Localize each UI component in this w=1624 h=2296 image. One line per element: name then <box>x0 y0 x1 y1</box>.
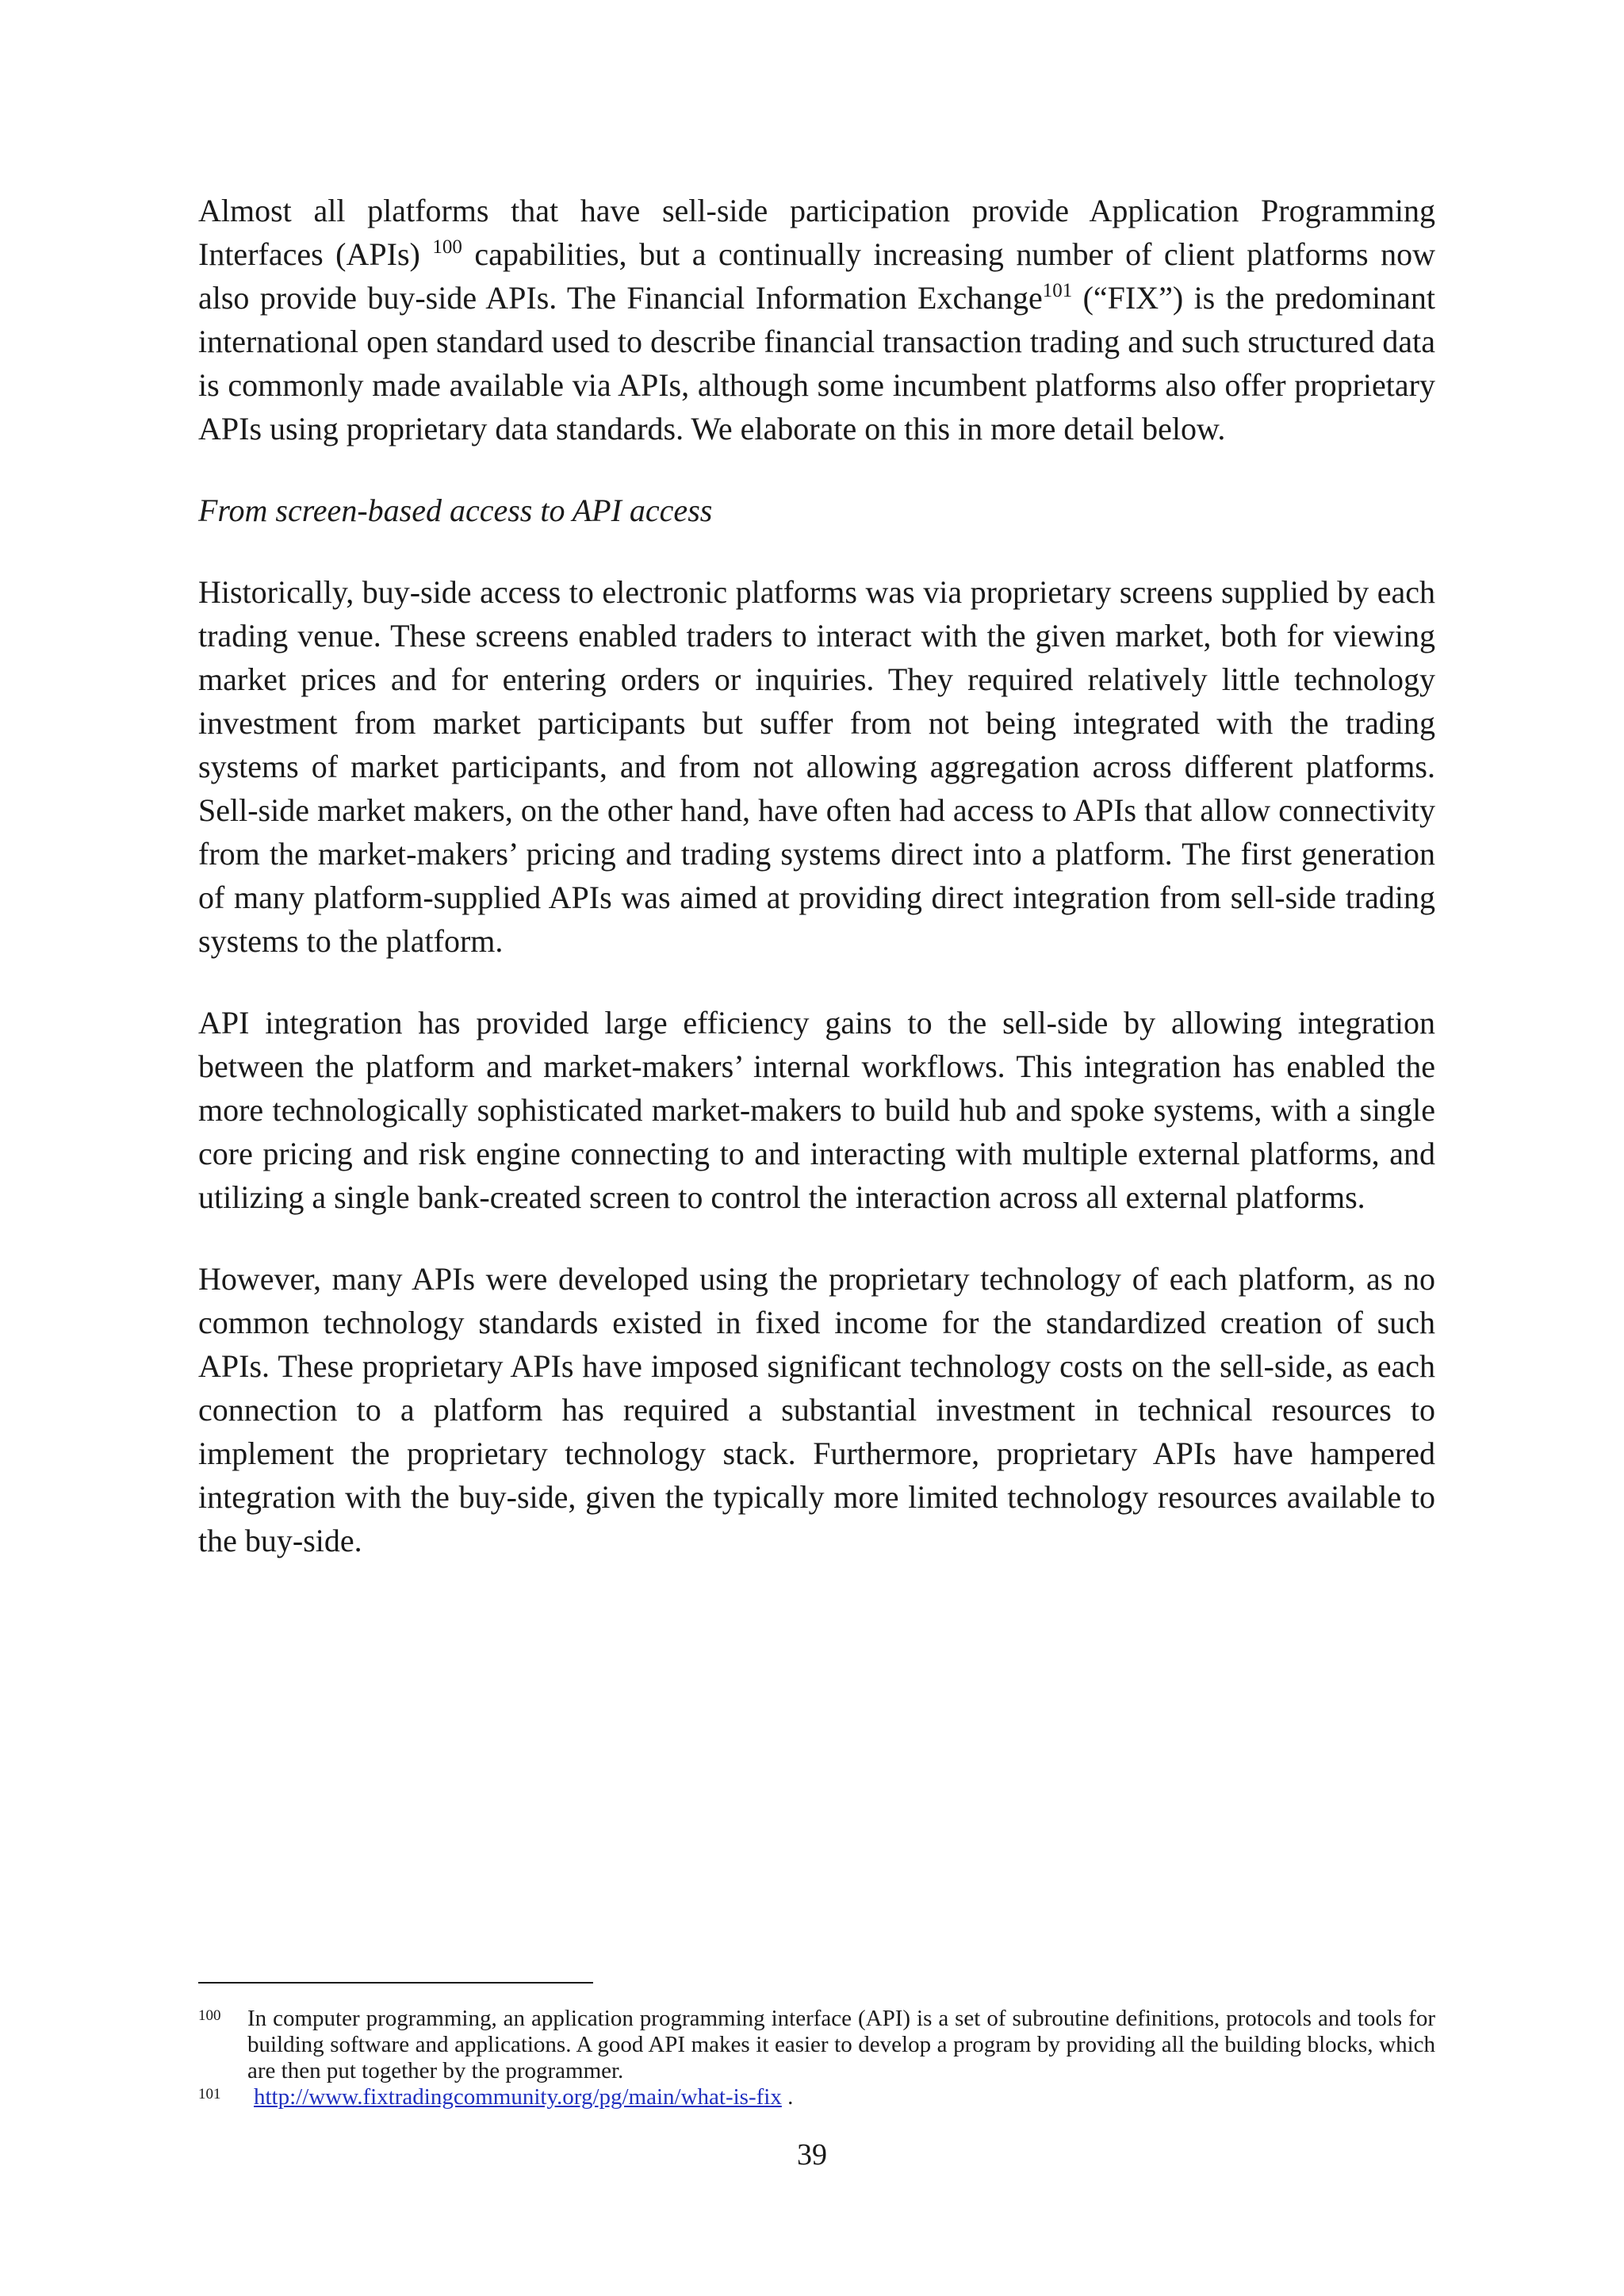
footnotes <box>198 1982 1435 2110</box>
paragraph-proprietary-apis: However, many APIs were developed using the proprietary technology of each platform, as no common technology standards existed in fixed income for the standardized creation of such APIs. These proprietary APIs have imposed significant technology costs on the sell-side, as each connection to a platform has required a substantial investment in technical resources to implement the proprietary technology stack. Furthermore, proprietary APIs have hampered integration with the buy-side, given the typically more limited technology resources available to the buy-side. <box>198 1261 1435 1558</box>
footnote-ref-101[interactable]: 101 <box>1042 280 1073 301</box>
footnote-text: In computer programming, an application programming interface (API) is a set of subroutine definitions, protocols and tools for building software and applications. A good API makes it easier to develop a program by providing all the building blocks, which are then put together by the programmer. <box>247 2006 1435 2083</box>
footnote-ref-100[interactable]: 100 <box>432 236 462 258</box>
footnote-number: 101 <box>198 2086 221 2102</box>
paragraph-api-integration: API integration has provided large efficiency gains to the sell-side by allowing integration between the platform and market-makers’ internal workflows. This integration has enabled the more technologically sophisticated market-makers to build hub and spoke systems, with a single core pricing and risk engine connecting to and interacting with multiple external platforms, and utilizing a single bank-created screen to control the interaction across all external platforms. <box>198 1005 1435 1215</box>
paragraph-text: (“FIX”) is the predominant international open standard used to describe financial transaction trading and such structured data is commonly made available via APIs, although some incumbent platforms also offer proprietary APIs using proprietary data standards. We elaborate on this in more detail below. <box>198 280 1435 447</box>
footnote-100 <box>198 2006 1435 2084</box>
paragraph-apis-intro <box>198 189 1435 450</box>
footnote-divider <box>198 1982 593 1984</box>
fix-link[interactable]: http://www.fixtradingcommunity.org/pg/main/what-is-fix <box>254 2084 782 2110</box>
paragraph-text: capabilities, but a continually increasing number of client platforms now also provide buy-side APIs. The Financial Information Exchange <box>198 236 1435 316</box>
paragraph-text: Almost all platforms that have sell-side participation provide Application Programming Interfaces (APIs) <box>198 193 1435 272</box>
section-heading: From screen-based access to API access <box>198 493 713 528</box>
page-number: 39 <box>797 2138 827 2171</box>
footnote-101 <box>198 2084 1435 2110</box>
paragraph-historically: Historically, buy-side access to electronic platforms was via proprietary screens supplied by each trading venue. These screens enabled traders to interact with the given market, both for viewing market prices and for entering orders or inquiries. They required relatively little technology investment from market participants but suffer from not being integrated with the trading systems of market participants, and from not allowing aggregation across different platforms. Sell-side market makers, on the other hand, have often had access to APIs that allow connectivity from the market-makers’ pricing and trading systems direct into a platform. The first generation of many platform-supplied APIs was aimed at providing direct integration from sell-side trading systems to the platform. <box>198 574 1435 959</box>
footnote-number: 100 <box>198 2007 221 2024</box>
footnote-suffix: . <box>781 2084 794 2110</box>
page-body <box>198 189 1435 1600</box>
